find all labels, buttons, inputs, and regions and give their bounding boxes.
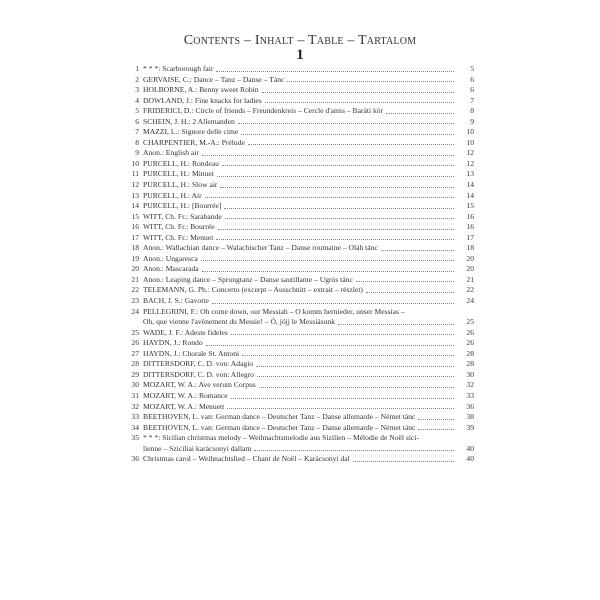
dot-leader	[418, 419, 454, 420]
entry-number: 28	[131, 359, 139, 369]
toc-entry	[124, 159, 474, 170]
entry-title: WITT, Ch. Fr.: Bourrée	[143, 222, 215, 232]
entry-title: DITTERSDORF, C. D. von: Adagio	[143, 359, 254, 369]
entry-number: 27	[131, 348, 139, 358]
entry-title: Anon.: Leaping dance – Sprungtanz – Danse sautillante – Ugrós tánc	[143, 274, 353, 284]
toc-entry	[124, 391, 474, 402]
entry-number: 14	[131, 201, 139, 211]
page-number: 17	[466, 232, 474, 242]
page-number: 20	[466, 264, 474, 274]
toc-entry	[124, 349, 474, 360]
entry-title: DITTERSDORF, C. D. von: Allegro	[143, 369, 254, 379]
dot-leader	[218, 229, 454, 230]
entry-number: 10	[131, 158, 139, 168]
entry-title: lienne – Szicíliai karácsonyi dallam	[143, 443, 252, 453]
page-number: 36	[466, 401, 474, 411]
toc-entry	[124, 148, 474, 159]
dot-leader	[231, 334, 454, 335]
page-number: 8	[470, 106, 474, 116]
page-number: 6	[470, 74, 474, 84]
entry-number: 9	[135, 148, 139, 158]
toc-entry	[124, 275, 474, 286]
entry-title: PURCELL, H.: [Bourrée]	[143, 201, 222, 211]
toc-entry	[124, 96, 474, 107]
entry-title: * * *: Scarborough fair	[143, 64, 214, 73]
entry-number: 33	[131, 412, 139, 422]
entry-number: 17	[131, 232, 139, 242]
dot-leader	[242, 355, 454, 356]
entry-title: GERVAISE, C.: Dance – Tanz – Danse – Tánc	[143, 74, 285, 84]
toc-entry	[124, 402, 474, 413]
page-number: 9	[470, 116, 474, 126]
dot-leader	[206, 345, 454, 346]
entry-title: PURCELL, H.: Rondeau	[143, 158, 219, 168]
entry-number: 2	[135, 74, 139, 84]
entry-title: TELEMANN, G. Ph.: Concerto (excerpt – Ausschnitt – extrait – részlet)	[143, 285, 363, 295]
page-number: 24	[466, 296, 474, 306]
page-number: 14	[466, 180, 474, 190]
entry-number: 32	[131, 401, 139, 411]
entry-number: 19	[131, 253, 139, 263]
toc-entry	[124, 296, 474, 307]
entry-number: 11	[131, 169, 139, 179]
toc-entry	[124, 191, 474, 202]
dot-leader	[259, 387, 454, 388]
entry-title: MAZZI, L.: Signore delle cime	[143, 127, 239, 137]
entry-title: PURCELL, H.: Minuet	[143, 169, 214, 179]
entry-title: CHARPENTIER, M.-A.: Prélude	[143, 137, 245, 147]
entry-number: 16	[131, 222, 139, 232]
toc-entry	[124, 254, 474, 265]
page-number: 6	[470, 85, 474, 95]
entry-title: DOWLAND, J.: Fine knacks for ladies	[143, 95, 262, 105]
entry-title: MOZART, W. A.: Menuett	[143, 401, 225, 411]
page-number: 14	[466, 190, 474, 200]
page-number: 7	[470, 95, 474, 105]
toc-entry	[124, 285, 474, 296]
entry-number: 35	[131, 433, 139, 443]
page-number: 20	[466, 253, 474, 263]
dot-leader	[381, 250, 454, 251]
toc-entry-continuation	[124, 317, 474, 328]
dot-leader	[224, 208, 454, 209]
dot-leader	[386, 113, 454, 114]
entry-number: 5	[135, 106, 139, 116]
toc-entry	[124, 64, 474, 75]
dot-leader	[216, 71, 454, 72]
dot-leader	[265, 102, 454, 103]
entry-title: Anon.: Mascarada	[143, 264, 199, 274]
dot-leader	[353, 461, 454, 462]
dot-leader	[262, 92, 454, 93]
entry-title: Oh, que vienne l'avènement du Messie! – Ó, jöjj le Messiásunk	[143, 317, 336, 327]
dot-leader	[222, 165, 454, 166]
page-number: 12	[466, 158, 474, 168]
toc-entry	[124, 75, 474, 86]
entry-title: BACH, J. S.: Gavotte	[143, 296, 209, 306]
dot-leader	[220, 187, 454, 188]
entry-title: PELLEGRINI, F.: Oh come down, our Messiah – O komm hernieder, unser Messias –	[143, 306, 405, 316]
page-number: 16	[466, 222, 474, 232]
entry-number: 36	[131, 454, 139, 464]
entry-number: 18	[131, 243, 139, 253]
toc-entry	[124, 454, 474, 465]
page-number: 10	[466, 137, 474, 147]
page-number: 25	[466, 317, 474, 327]
page-number: 40	[466, 443, 474, 453]
entry-title: MOZART, W. A.: Romance	[143, 390, 228, 400]
toc-entry	[124, 212, 474, 223]
page-title: Contents – Inhalt – Table – Tartalom	[183, 33, 417, 48]
entry-number: 30	[131, 380, 139, 390]
toc-entry	[124, 127, 474, 138]
page-number: 5	[470, 64, 474, 73]
dot-leader	[225, 218, 454, 219]
table-of-contents	[124, 64, 474, 465]
entry-title: FRIDERICI, D.: Circle of friends – Freundenkreis – Cercle d'amis – Baráti kör	[143, 106, 384, 116]
page-number: 28	[466, 359, 474, 369]
dot-leader	[231, 398, 454, 399]
entry-number: 26	[131, 338, 139, 348]
dot-leader	[256, 366, 454, 367]
page-number: 28	[466, 348, 474, 358]
entry-number: 7	[135, 127, 139, 137]
toc-entry	[124, 201, 474, 212]
toc-entry	[124, 359, 474, 370]
entry-number: 3	[135, 85, 139, 95]
entry-number: 15	[131, 211, 139, 221]
page-number: 18	[466, 243, 474, 253]
page-number: 21	[466, 274, 474, 284]
entry-number: 25	[131, 327, 139, 337]
entry-number: 12	[131, 180, 139, 190]
entry-number: 21	[131, 274, 139, 284]
entry-title: MOZART, W. A.: Ave verum Corpus	[143, 380, 256, 390]
toc-entry	[124, 423, 474, 434]
dot-leader	[202, 271, 454, 272]
toc-entry	[124, 180, 474, 191]
dot-leader	[227, 408, 454, 409]
page-number: 16	[466, 211, 474, 221]
dot-leader	[248, 144, 454, 145]
entry-title: PURCELL, H.: Slow air	[143, 180, 218, 190]
dot-leader	[338, 324, 454, 325]
toc-entry	[124, 328, 474, 339]
page-number: 33	[466, 390, 474, 400]
entry-title: WITT, Ch. Fr.: Menuet	[143, 232, 214, 242]
entry-number: 1	[135, 64, 139, 73]
entry-title: Anon.: Ungaresca	[143, 253, 198, 263]
entry-number: 6	[135, 116, 139, 126]
entry-number: 20	[131, 264, 139, 274]
dot-leader	[257, 376, 454, 377]
entry-title: HAYDN, J.: Chorale St. Antoni	[143, 348, 240, 358]
toc-entry	[124, 412, 474, 423]
toc-entry	[124, 169, 474, 180]
entry-number: 4	[135, 95, 139, 105]
entry-title: BEETHOVEN, L. van: German dance – Deutscher Tanz – Danse allemarde – Német tánc	[143, 422, 416, 432]
entry-number: 24	[131, 306, 139, 316]
page-number: 22	[466, 285, 474, 295]
entry-number: 31	[131, 390, 139, 400]
dot-leader	[201, 260, 454, 261]
dot-leader	[202, 155, 454, 156]
toc-entry	[124, 233, 474, 244]
toc-entry	[124, 370, 474, 381]
toc-entry	[124, 222, 474, 233]
dot-leader	[287, 81, 454, 82]
page-number: 30	[466, 369, 474, 379]
entry-title: BEETHOVEN, L. van: German dance – Deutscher Tanz – Danse allemarde – Német tánc	[143, 412, 416, 422]
entry-title: Christmas carol – Weihnachtslied – Chant de Noël – Karácsonyi dal	[143, 454, 350, 464]
toc-entry	[124, 117, 474, 128]
entry-title: Anon.: Wallachian dance – Walachischer Tanz – Danse roumaine – Oláh tánc	[143, 243, 378, 253]
dot-leader	[418, 429, 454, 430]
entry-number: 8	[135, 137, 139, 147]
toc-entry	[124, 307, 474, 318]
entry-title: WADE, J. F.: Adeste fideles	[143, 327, 228, 337]
dot-leader	[217, 176, 454, 177]
toc-entry	[124, 243, 474, 254]
page-number: 32	[466, 380, 474, 390]
entry-title: WITT, Ch. Fr.: Sarabande	[143, 211, 222, 221]
volume-number: 1	[296, 47, 304, 63]
entry-title: * * *: Sicilian christmas melody – Weihnachtsmelodie aus Sizilien – Mélodie de Noël sici-	[143, 433, 419, 443]
toc-entry	[124, 338, 474, 349]
toc-entry	[124, 85, 474, 96]
entry-title: Anon.: English air	[143, 148, 199, 158]
entry-title: HOLBORNE, A.: Benny sweet Robin	[143, 85, 259, 95]
page-number: 12	[466, 148, 474, 158]
page-number: 38	[466, 412, 474, 422]
page-number: 40	[466, 454, 474, 464]
page-number: 15	[466, 201, 474, 211]
dot-leader	[241, 134, 454, 135]
entry-number: 34	[131, 422, 139, 432]
dot-leader	[366, 292, 454, 293]
toc-entry	[124, 380, 474, 391]
dot-leader	[254, 450, 454, 451]
entry-number: 22	[131, 285, 139, 295]
entry-number: 13	[131, 190, 139, 200]
toc-entry	[124, 106, 474, 117]
toc-entry	[124, 264, 474, 275]
toc-entry	[124, 138, 474, 149]
page-number: 10	[466, 127, 474, 137]
dot-leader	[212, 303, 454, 304]
dot-leader	[238, 123, 454, 124]
entry-title: HAYDN, J.: Rondo	[143, 338, 203, 348]
page-number: 13	[466, 169, 474, 179]
page-number: 39	[466, 422, 474, 432]
toc-entry	[124, 433, 474, 444]
entry-number: 23	[131, 296, 139, 306]
entry-number: 29	[131, 369, 139, 379]
entry-title: PURCELL, H.: Air	[143, 190, 202, 200]
toc-entry-continuation	[124, 444, 474, 455]
dot-leader	[216, 239, 454, 240]
dot-leader	[356, 281, 454, 282]
page-number: 26	[466, 327, 474, 337]
entry-title: SCHEIN, J. H.: 2 Allemanden	[143, 116, 235, 126]
dot-leader	[205, 197, 454, 198]
page-number: 26	[466, 338, 474, 348]
